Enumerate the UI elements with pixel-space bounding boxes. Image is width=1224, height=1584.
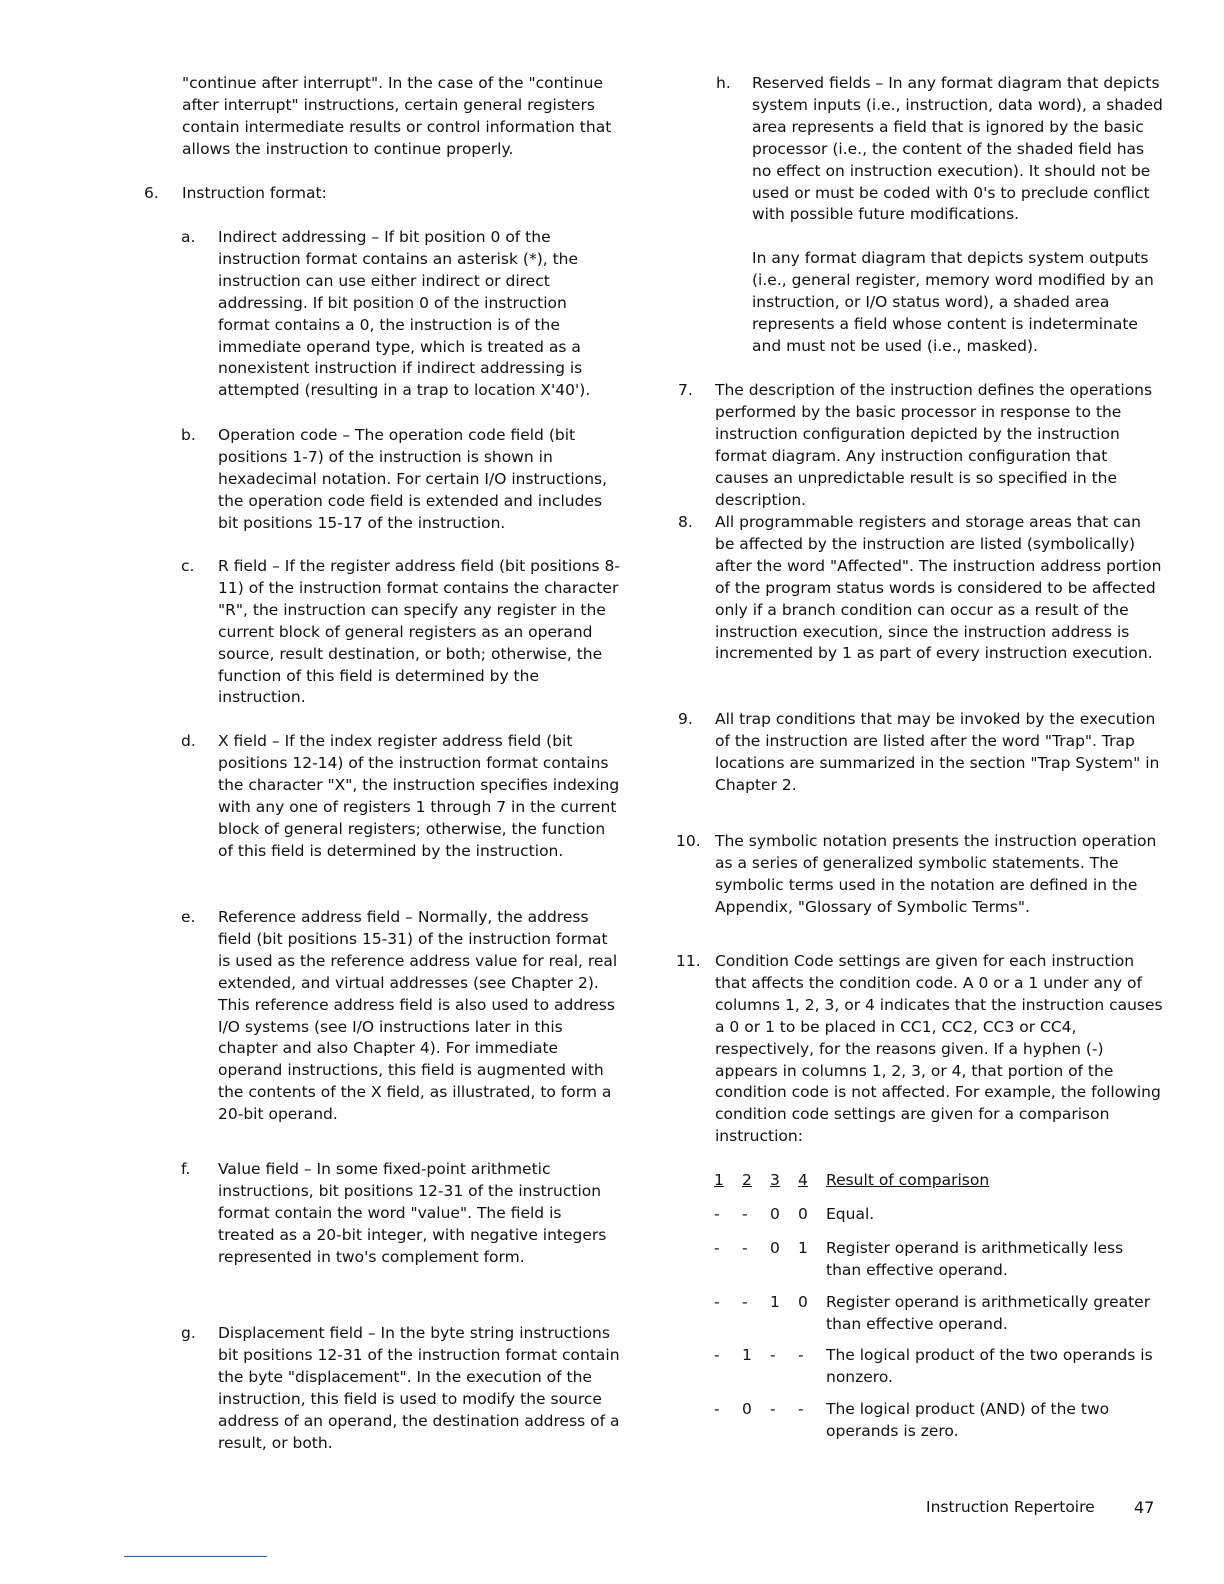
cc-cell: 1 <box>770 1292 780 1311</box>
item-10 <box>676 831 1164 919</box>
cc-cell: 0 <box>798 1204 808 1223</box>
cc-result: Equal. <box>826 1204 875 1223</box>
subitem-text: Displacement field – In the byte string instructions bit positions 12-31 of the instruction format contain the byte "displacement". In the execution of the instruction, this field is used to modify the source address of an operand, the destination address of a result, or both. <box>218 1324 620 1452</box>
subitem-text: Reference address field – Normally, the address field (bit positions 15-31) of the instruction format is used as the reference address value for real, real extended, and virtual addresses (see Chapter 2). This reference address field is also used to address I/O systems (see I/O instructions later in this chapter and also Chapter 4). For immediate operand instructions, this field is augmented with the contents of the X field, as illustrated, to form a 20-bit operand. <box>218 908 618 1124</box>
cc-header-4: 4 <box>798 1171 808 1189</box>
subitem-g <box>181 1323 622 1454</box>
item-number: 8. <box>678 513 693 531</box>
cc-cell: 0 <box>742 1400 752 1419</box>
subitem-letter: a. <box>181 228 196 246</box>
cc-header-3: 3 <box>770 1171 780 1189</box>
subitem-letter: b. <box>181 426 196 444</box>
cc-header-row <box>714 1170 1162 1192</box>
cc-result: The logical product (AND) of the two operands is zero. <box>826 1400 1110 1441</box>
cc-cell: - <box>714 1204 720 1223</box>
cc-cell: 0 <box>770 1238 780 1257</box>
cc-cell: 1 <box>798 1238 808 1257</box>
item-number: 7. <box>678 381 693 399</box>
bottom-rule <box>124 1556 267 1557</box>
table-row <box>714 1204 1162 1226</box>
table-row <box>714 1399 1162 1443</box>
cc-header-2: 2 <box>742 1171 752 1189</box>
table-row <box>714 1238 1162 1282</box>
item-number: 9. <box>678 710 693 728</box>
cc-result: Register operand is arithmetically less than effective operand. <box>826 1238 1124 1279</box>
continuation-paragraph <box>182 73 622 161</box>
cc-result: The logical product of the two operands is nonzero. <box>826 1346 1153 1387</box>
cc-cell: - <box>798 1400 804 1419</box>
item-9 <box>678 709 1164 797</box>
item-text: Condition Code settings are given for each instruction that affects the condition code. A 0 or a 1 under any of columns 1, 2, 3, or 4 indicates that the instruction causes a 0 or 1 to be placed in CC1, CC2, CC3 or CC4, respectively, for the reasons given. If a hyphen (-) appears in columns 1, 2, 3, or 4, that portion of the condition code is not affected. For example, the following condition code settings are given for a comparison instruction: <box>715 952 1163 1146</box>
subitem-text: X field – If the index register address field (bit positions 12-14) of the instruction format contains the character "X", the instruction specifies indexing with any one of registers 1 through 7 in the current block of general registers; otherwise, the function of this field is determined by the instruction. <box>218 732 620 860</box>
item-number: 10. <box>676 832 701 850</box>
page-number: 47 <box>1134 1498 1155 1517</box>
subitem-h <box>716 73 1164 358</box>
item-number: 6. <box>144 184 159 202</box>
subitem-letter: h. <box>716 74 731 92</box>
item-8 <box>678 512 1164 665</box>
cc-cell: - <box>742 1238 748 1257</box>
subitem-letter: e. <box>181 908 196 926</box>
cc-cell: - <box>770 1400 776 1419</box>
item-text: All trap conditions that may be invoked by the execution of the instruction are listed after the word "Trap". Trap locations are summarized in the section "Trap System" in Chapter 2. <box>715 710 1160 794</box>
item-text: All programmable registers and storage areas that can be affected by the instruction are listed (symbolically) after the word "Affected". The instruction address portion of the program status words is considered to be affected only if a branch condition can occur as a result of the instruction execution, since the instruction address is incremented by 1 as part of every instruction execution. <box>715 513 1162 663</box>
table-row <box>714 1292 1162 1336</box>
table-row <box>714 1345 1162 1389</box>
cc-header-result: Result of comparison <box>826 1171 990 1189</box>
subitem-e <box>181 907 622 1126</box>
subitem-letter: c. <box>181 557 195 575</box>
item-title: Instruction format: <box>182 184 327 202</box>
subitem-letter: g. <box>181 1324 196 1342</box>
subitem-text: Reserved fields – In any format diagram that depicts system inputs (i.e., instruction, data word), a shaded area represents a field that is ignored by the basic processor (i.e., the content of the shaded field has no effect on instruction execution). It should not be used or must be coded with 0's to preclude conflict with possible future modifications. <box>752 74 1163 224</box>
subitem-text: Indirect addressing – If bit position 0 of the instruction format contains an asterisk (*), the instruction can use either indirect or direct addressing. If bit position 0 of the instruction format contains a 0, the instruction is of the immediate operand type, which is treated as a nonexistent instruction if indirect addressing is attempted (resulting in a trap to location X'40'). <box>218 228 591 400</box>
cc-cell: - <box>742 1204 748 1223</box>
item-text: The symbolic notation presents the instruction operation as a series of generalized symbolic statements. The symbolic terms used in the notation are defined in the Appendix, "Glossary of Symbolic Terms". <box>715 832 1157 916</box>
item-text: The description of the instruction defines the operations performed by the basic processor in response to the instruction configuration depicted by the instruction format diagram. Any instruction configuration that causes an unpredictable result is so specified in the description. <box>715 381 1153 509</box>
subitem-text-continued: In any format diagram that depicts system outputs (i.e., general register, memory word modified by an instruction, or I/O status word), a shaded area represents a field whose content is indeterminate and must not be used (i.e., masked). <box>752 249 1154 355</box>
cc-result: Register operand is arithmetically greater than effective operand. <box>826 1292 1151 1333</box>
subitem-text: Operation code – The operation code field (bit positions 1-7) of the instruction is shown in hexadecimal notation. For certain I/O instructions, the operation code field is extended and includes bit positions 15-17 of the instruction. <box>218 426 608 532</box>
cc-cell: - <box>742 1292 748 1311</box>
subitem-text: R field – If the register address field (bit positions 8-11) of the instruction format contains the character "R", the instruction can specify any register in the current block of general registers as an operand source, result destination, or both; otherwise, the function of this field is determined by the instruction. <box>218 557 621 707</box>
cc-cell: - <box>798 1346 804 1365</box>
item-6 <box>144 183 622 205</box>
cc-cell: - <box>714 1238 720 1257</box>
subitem-c <box>181 556 622 709</box>
subitem-d <box>181 731 622 862</box>
item-7 <box>678 380 1164 511</box>
cc-cell: 0 <box>770 1204 780 1223</box>
cc-cell: 1 <box>742 1346 752 1365</box>
item-number: 11. <box>676 952 701 970</box>
subitem-letter: d. <box>181 732 196 750</box>
cc-cell: - <box>714 1292 720 1311</box>
cc-cell: - <box>714 1400 720 1419</box>
cc-cell: 0 <box>798 1292 808 1311</box>
cc-table <box>714 1170 1162 1443</box>
cc-cell: - <box>770 1346 776 1365</box>
continuation-text: "continue after interrupt". In the case of the "continue after interrupt" instructions, certain general registers contain intermediate results or control information that allows the instruction to continue properly. <box>182 74 612 158</box>
cc-cell: - <box>714 1346 720 1365</box>
subitem-text: Value field – In some fixed-point arithmetic instructions, bit positions 12-31 of the instruction format contain the word "value". The field is treated as a 20-bit integer, with negative integers represented in two's complement form. <box>218 1160 607 1266</box>
footer-section-title: Instruction Repertoire <box>926 1498 1095 1516</box>
cc-header-1: 1 <box>714 1171 724 1189</box>
subitem-letter: f. <box>181 1160 191 1178</box>
subitem-f <box>181 1159 622 1269</box>
subitem-a <box>181 227 622 402</box>
subitem-b <box>181 425 622 535</box>
condition-code-table <box>714 1170 1164 1443</box>
item-11 <box>676 951 1164 1148</box>
